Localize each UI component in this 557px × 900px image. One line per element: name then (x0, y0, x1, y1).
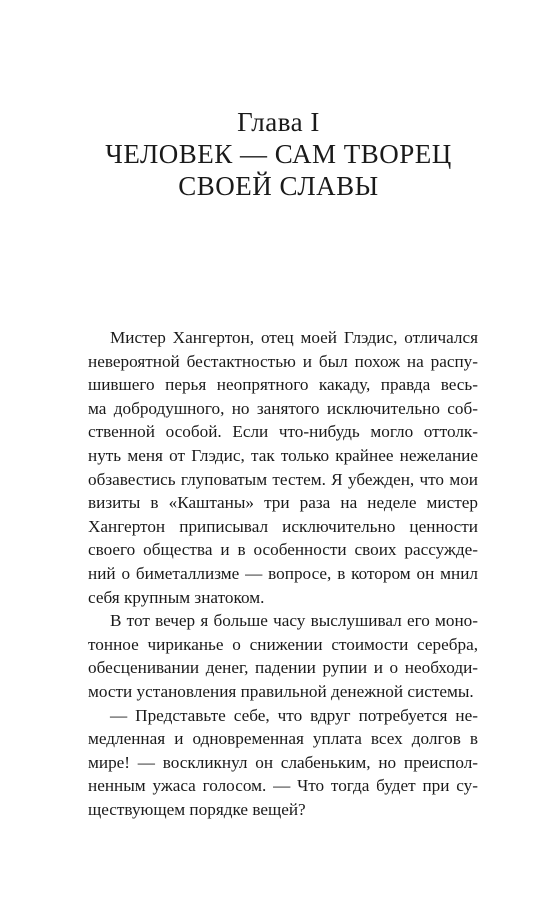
text-line: мости установления правильной денежной системы. (88, 681, 474, 701)
paragraph-1 (88, 326, 478, 609)
text-line: Мистер Хангертон, отец моей Глэдис, отличался (110, 328, 478, 347)
text-line: шившего перья неопрятного какаду, правда весь- (88, 375, 478, 395)
text-line: тонное чириканье о снижении стоимости серебра, (88, 634, 478, 654)
text-line: нуть меня от Глэдис, так только крайнее нежелание (88, 445, 478, 465)
paragraph-2 (88, 609, 478, 703)
text-line: обзавестись глуповатым тестем. Я убежден, что мои (88, 469, 478, 489)
chapter-title-line-1: ЧЕЛОВЕК — САМ ТВОРЕЦ (105, 139, 452, 169)
chapter-number: Глава I (237, 107, 320, 137)
chapter-title-line-2: СВОЕЙ СЛАВЫ (178, 171, 379, 201)
chapter-heading (0, 106, 557, 202)
text-line: мире! — воскликнул он слабеньким, но преиспол- (88, 752, 478, 772)
text-line: ществующем порядке вещей? (88, 799, 306, 819)
text-line: ний о биметаллизме — вопросе, в котором он мнил (88, 563, 478, 583)
text-line: — Представьте себе, что вдруг потребуется не- (110, 705, 478, 725)
paragraph-3 (88, 704, 478, 822)
text-line: В тот вечер я больше часу выслушивал его моно- (110, 611, 478, 631)
body-text (88, 326, 478, 821)
text-line: медленная и одновременная уплата всех долгов в (88, 729, 478, 749)
text-line: ственной особой. Если что-нибудь могло оттолк- (88, 422, 478, 442)
text-line: обесценивании денег, падении рупии и о необходи- (88, 658, 478, 678)
text-line: своего общества и в особенности своих рассужде- (88, 540, 478, 560)
text-line: ма добродушного, но занятого исключительно соб- (88, 398, 478, 418)
text-line: Хангертон приписывал исключительно ценности (88, 516, 478, 536)
text-line: ненным ужаса голосом. — Что тогда будет при су- (88, 776, 478, 796)
text-line: визиты в «Каштаны» три раза на неделе мистер (88, 493, 478, 513)
text-line: невероятной бестактностью и был похож на распу- (88, 351, 478, 371)
text-line: себя крупным знатоком. (88, 587, 265, 607)
